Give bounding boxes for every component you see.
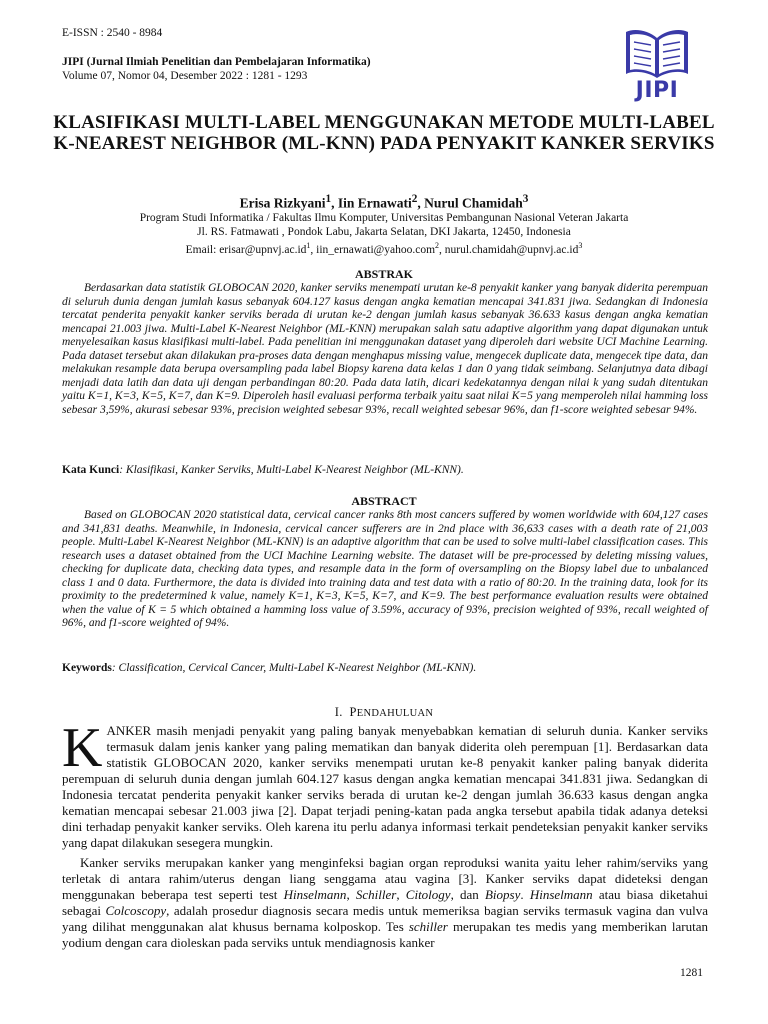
intro-paragraph-1: KANKER masih menjadi penyakit yang paling banyak menyebabkan kematian di seluruh dunia. Kanker serviks termasuk dalam jenis kanker yang paling mematikan dan banyak diderita oleh perempuan [1]. Berdasarkan data statistik GLOBOCAN 2020, kanker serviks menempati urutan ke-8 penyakit kanker paling banyak diderita perempuan di seluruh dunia dengan jumlah 604.127 kasus dengan angka kematian mencapai 341.831 jiwa. Sedangkan di Indonesia tercatat penderita penyakit kanker serviks berada di urutan ke-2 dengan jumlah 36.633 kasus dengan angka kematian mencapai sebesar 21.003 jiwa [2]. Dapat terjadi pening-katan pada angka tersebut apabila tidak adanya deteksi dini terhadap penyakit kanker serviks. Oleh karena itu perlu adanya informasi terkait pendeteksian penyakit kanker serviks yang dapat dilakukan sesegera mungkin. <box>62 717 708 850</box>
open-book-icon <box>620 24 694 80</box>
authors: Erisa Rizkyani$^1$, Iin Ernawati$^2$, Nurul Chamidah$^3$ <box>239 193 529 211</box>
eissn: E-ISSN : 2540 - 8984 <box>62 27 163 39</box>
drop-cap: K <box>62 717 103 779</box>
intro-paragraph-2: Kanker serviks merupakan kanker yang menginfeksi bagian organ reproduksi wanita yaitu leher rahim/serviks yang terletak di antara rahim/uterus dengan liang senggama atau vagina [3]. Kanker serviks dapat dideteksi dengan menggunakan beberapa test seperti test Hinselmann, Schiller, Citology, dan Biopsy. Hinselmann atau biasa diketahui sebagai Colcoscopy, adalah prosedur diagnosis secara medis untuk memeriksa bagian serviks termasuk vagina dan vulva yang dilihat menggunakan alat khusus bernama kolposkop. Tes schiller merupakan tes medis yang memberikan larutan yodium dengan cara dioleskan pada serviks untuk mendiagnosis kanker <box>62 855 709 950</box>
abstrak-body: Berdasarkan data statistik GLOBOCAN 2020, kanker serviks menempati urutan ke-8 penyakit kanker yang banyak diderita perempuan di seluruh dunia dengan jumlah kasus sebanyak 604.127 kasus dengan angka kematian mencapai 341.831 jiwa. Sedangkan di Indonesia tercatat penderita penyakit kanker serviks berada di urutan ke-2 dengan jumlah kasus sebanyak 36.633 kasus dengan angka kematian mencapai 21.003 jiwa. Multi-Label K-Nearest Neighbor (ML-KNN) merupakan salah satu adaptive algorithm yang dapat digunakan untuk menyelesaikan kasus klasifikasi multi-label. Pada penelitian ini menggunakan dataset yang diperoleh dari website UCI Machine Learning. Pada dataset tersebut akan dilakukan pra-proses data dengan menghapus missing value, mengecek duplicate data, mengecek tipe data, dan melakukan resample data berupa oversampling pada label Biopsy karena data kelas 1 dan 0 yang tidak seimbang. Selanjutnya data dibagi menjadi data latih dan data uji dengan perbandingan 80:20. Pada data latih, dicari kedekatannya dengan nilai k yang sudah ditentukan yaitu K=1, K=3, K=5, K=7, dan K=9. Diperoleh hasil evaluasi performa terbaik yaitu saat nilai K=5 yang memperoleh nilai hamming loss sebesar 3,59%, akurasi sebesar 93%, precision weighted sebesar 93%, recall weighted sebesar 96%, dan f1-score weighted sebesar 94%. <box>62 282 708 416</box>
author-1: Erisa Rizkyani <box>239 195 326 211</box>
author-2: Iin Ernawati <box>337 195 412 211</box>
abstract-body: Based on GLOBOCAN 2020 statistical data, cervical cancer ranks 8th most cancers suffered by women worldwide with 604,127 cases and 341,831 deaths. Meanwhile, in Indonesia, cervical cancer sufferers are in 2nd place with 36,633 cases with a death rate of 21,003 people. Multi-Label K-Nearest Neighbor (ML-KNN) is an adaptive algorithm that can be used to solve multi-label classification cases. This research uses a dataset obtained from the UCI Machine Learning website. The dataset will be pre-processed by deleting missing values, checking for duplicate data, checking data types, and resample data in the form of oversampling on the Biopsy label due to unbalanced class 1 and 0 data. Furthermore, the data is divided into training data and test data with a ratio of 80:20. In the training data, look for its proximity to the predetermined k value, namely K=1, K=3, K=5, K=7, and K=9. The best performance evaluation results were obtained when the value of K = 5 which obtained a hamming loss value of 3.59%, accuracy of 93%, precision weighted of 93%, recall weighted of 96%, and f1-score weighted of 94%. <box>62 509 708 629</box>
page-number: 1281 <box>680 967 703 979</box>
abstract-heading: ABSTRACT <box>351 494 417 508</box>
affiliation-line-1: Program Studi Informatika / Fakultas Ilmu Komputer, Universitas Pembangunan Nasional Veteran Jakarta <box>139 212 629 224</box>
keywords: Keywords: Classification, Cervical Cancer, Multi-Label K-Nearest Neighbor (ML-KNN). <box>62 662 477 674</box>
kata-kunci: Kata Kunci: Klasifikasi, Kanker Serviks, Multi-Label K-Nearest Neighbor (ML-KNN). <box>62 464 464 476</box>
jipi-logo <box>620 24 694 104</box>
journal-name: JIPI (Jurnal Ilmiah Penelitian dan Pembelajaran Informatika) <box>62 56 371 68</box>
abstrak-heading: ABSTRAK <box>354 267 413 281</box>
volume-info: Volume 07, Nomor 04, Desember 2022 : 1281 - 1293 <box>62 70 308 82</box>
logo-text: JIPI <box>635 78 679 103</box>
paper-title: KLASIFIKASI MULTI-LABEL MENGGUNAKAN METODE MULTI-LABEL K-NEAREST NEIGHBOR (ML-KNN) PADA PENYAKIT KANKER SERVIKS <box>53 112 715 154</box>
section-heading-introduction: I. PENDAHULUAN <box>334 705 434 719</box>
author-3: Nurul Chamidah <box>424 195 523 211</box>
affiliation-line-2: Jl. RS. Fatmawati , Pondok Labu, Jakarta Selatan, DKI Jakarta, 12450, Indonesia <box>197 226 571 238</box>
affiliation-emails: Email: $erisar@upnvj.ac.id^1$, iin_ernawati@yahoo.com$^2$, $nurul.chamidah@upnvj.ac.id^3$ <box>185 241 583 256</box>
